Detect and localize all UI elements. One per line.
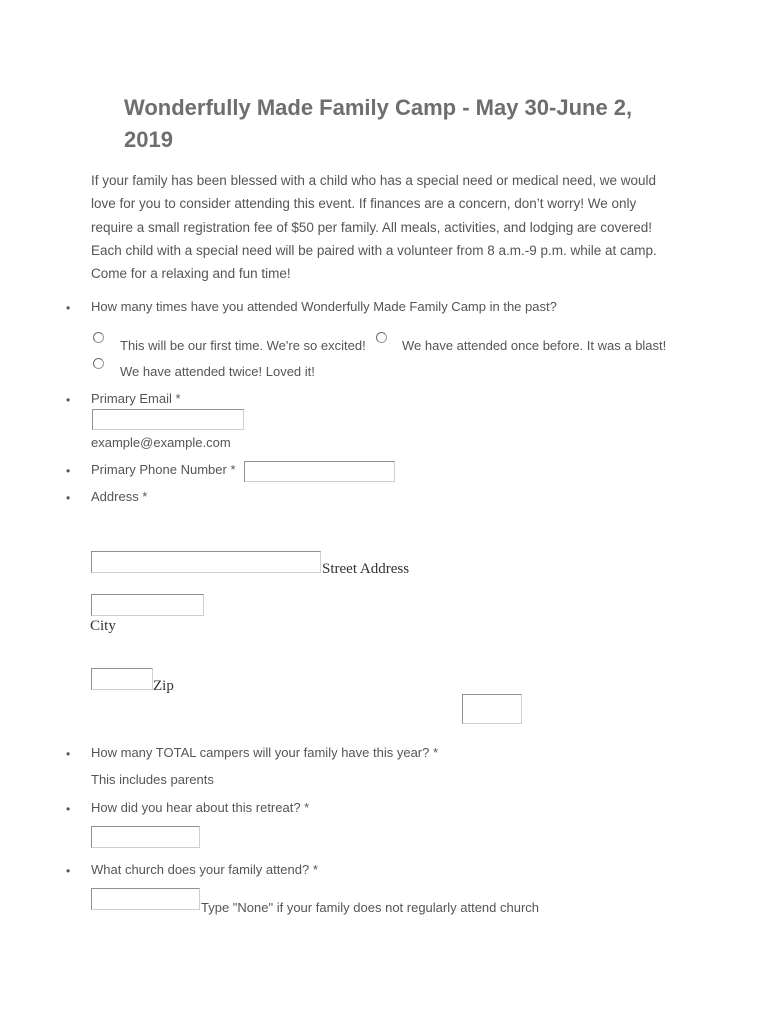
bullet: • [66,802,71,816]
radio-first-time-label: This will be our first time. We're so excited! [120,338,366,353]
zip-label: Zip [153,678,174,694]
church-question: What church does your family attend? * [91,862,318,877]
phone-label: Primary Phone Number * [91,462,236,477]
address-label: Address * [91,489,148,504]
email-field[interactable] [92,409,244,430]
phone-field[interactable] [244,461,395,482]
radio-twice-label: We have attended twice! Loved it! [120,364,315,379]
church-hint: Type "None" if your family does not regularly attend church [201,900,540,915]
bullet: • [66,864,71,878]
bullet: • [66,301,71,315]
attendance-question: How many times have you attended Wonderfully Made Family Camp in the past? [91,299,557,314]
title-line-2: 2019 [124,127,173,152]
title-line-1: Wonderfully Made Family Camp - May 30-June 2, [124,95,633,120]
radio-once-before-label: We have attended once before. It was a blast! [402,338,667,353]
heard-field[interactable] [91,826,200,848]
intro-line: Come for a relaxing and fun time! [91,266,291,282]
intro-line: If your family has been blessed with a child who has a special need or medical need, we would [91,173,657,188]
street-address-label: Street Address [322,561,410,577]
bullet: • [66,393,71,407]
zip-field[interactable] [91,668,153,690]
intro-line: love for you to consider attending this event. If finances are a concern, don’t worry! We only [91,196,637,212]
city-field[interactable] [91,594,204,616]
campers-hint: This includes parents [91,772,214,787]
city-label: City [90,618,116,634]
bullet: • [66,747,71,761]
church-field[interactable] [91,888,200,910]
bullet: • [66,464,71,478]
campers-question: How many TOTAL campers will your family have this year? * [91,745,439,760]
email-label: Primary Email * [91,391,181,406]
page-title [124,92,684,156]
intro-line: Each child with a special need will be paired with a volunteer from 8 a.m.-9 p.m. while at camp. [91,242,657,258]
street-address-field[interactable] [91,551,321,573]
heard-question: How did you hear about this retreat? * [91,800,310,815]
radio-twice[interactable] [93,358,104,369]
bullet: • [66,491,71,505]
intro-paragraph [91,169,691,285]
intro-line: require a small registration fee of $50 per family. All meals, activities, and lodging are covered! [91,219,653,235]
email-hint: example@example.com [91,435,231,450]
radio-once-before[interactable] [376,332,387,343]
address-extra-box[interactable] [462,694,522,724]
radio-first-time[interactable] [93,332,104,343]
